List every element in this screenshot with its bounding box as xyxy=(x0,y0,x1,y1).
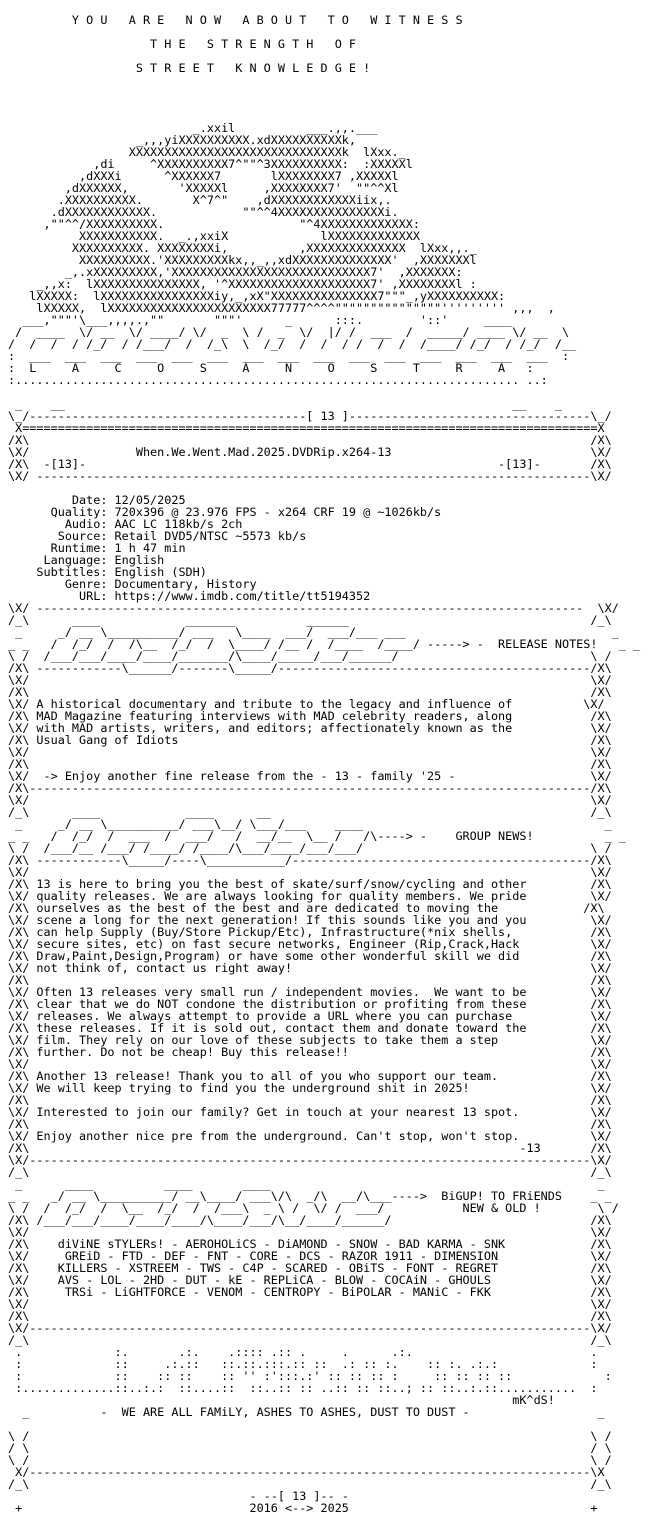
nfo-text: Y O U A R E N O W A B O U T T O W I T N E S S T H E S T R E N G T H O F S T R E E T K N O W L E D G E ! _.xxil ___.,,.___ _,,,yiXXXXXXXXXX.xdXXXXXXXXXXk, XXXXXXXXXXXXXXXXXXXXXXXXXXXXXXk lXxx._ ,di ^XXXXXXXXXX7^""^3XXXXXXXXXX: :XXXXXl ,dXXXi ^XXXXXX7 lXXXXXXXX7 ,XXXXXl ,dXXXXXX, 'XXXXXl ,XXXXXXXX7' ""^^Xl .XXXXXXXXXX. X^7^" ,dXXXXXXXXXXXXiix,. .dXXXXXXXXXXXX. ""^^4XXXXXXXXXXXXXXXi. ,""^^/XXXXXXXXXX. "^4XXXXXXXXXXXXX: XXXXXXXXXXX. _.,xxiX lXXXXXXXXXXXXX XXXXXXXXXX. XXXXXXXXi, ,XXXXXXXXXXXXXX lXxx,,._ XXXXXXXXXX.'XXXXXXXXXkx,,_,,xdXXXXXXXXXXXXXX' ,XXXXXXXl _,.xXXXXXXXXX,'XXXXXXXXXXXXXXXXXXXXXXXXXXXX7' ,XXXXXXX: _,,x: lXXXXXXXXXXXXXXX, '^XXXXXXXXXXXXXXXXXXXX7' ,XXXXXXXXl : lXXXXX: lXXXXXXXXXXXXXXXXiy,_,xX"XXXXXXXXXXXXXXX7"""_,yXXXXXXXXXX: lXXXXX, lXXXXXXXXXXXXXXXXXXXXXXX77777^^^^"""""""""""""""''''''''' ,,, , ___,"""'\___,,,,.,"" """' _ :::. '::' ____ / ____ \/ __ \/ ____/ \/ _ \ / _ \/ |/ / ___ / _____/ ____ \/ __ \ / / / / /_/ / /___/ / /_\ \ /_/ / / / / / / /____/ /_/ / /_/ /__ : ___ ___ ___ ___ ___ ___ ___ ___ ___ ___ ___ ___ ___ ___ ___ : : L A C O S A N O S T R A : :....................................................................... ..: _ __ __ _ \_/---------------------------------------[ 13 ]----------------------------------\_/ X=================================================================================X /X\ /X\ \X/ When.We.Went.Mad.2025.DVDRip.x264-13 \X/ /X\ -[13]- -[13]- /X\ \X/ ------------------------------------------------------------------------------\X/ Date: 12/05/2025 Quality: 720x396 @ 23.976 FPS - x264 CRF 19 @ ~1026kb/s Audio: AAC LC 118kb/s 2ch Source: Retail DVD5/NTSC ~5573 kb/s Runtime: 1 h 47 min Language: English Subtitles: English (SDH) Genre: Documentary, History URL: https://www.imdb.com/title/tt5194352 \X/ ----------------------------------------------------------------------------- \X/ /_\ ____ _______ ______ /_\ _ _/ __ \__________/ ___ \____ ___/ ___/___ ___ _ _ _ / /_/ / /\__ /_/ / \____/ /__ / /____ /____/ -----> - RELEASE NOTES! _ _ \ / /___/___/____/____/_______/\____/_____/___/______/ \ / /X\ ------------\______/-------\_____/--------------------------------------------/X\ \X/ \X/ /X\ /X\ \X/ A historical documentary and tribute to the legacy and influence of \X/ /X\ MAD Magazine featuring interviews with MAD celebrity readers, along /X\ \X/ with MAD artists, writers, and editors; affectionately known as the \X/ /X\ Usual Gang of Idiots /X\ \X/ \X/ /X\ /X\ \X/ -> Enjoy another fine release from the - 13 - family '25 - \X/ /X\-------------------------------------------------------------------------------/X\ \X/ \X/ /_\ ____ ____ __ /_\ _ _/ __ \__________/ ___\__/ \___/___ ____ _ _ _ / /_/ / ___ / ___/ / __/__ \__ / /\----> - GROUP NEWS! _ _ \ / /___/__ /___/ /____/ /____/\___/____/___/___/ \ / /X\ ------------\_____/----\___________/------------------------------------------/X\ \X/ \X/ /X\ 13 is here to bring you the best of skate/surf/snow/cycling and other /X\ \X/ quality releases. We are always looking for quality members. We pride \X/ /X\ ourselves as the best of the best and are dedicated to moving the /X\ \X/ scene a long for the next generation! If this sounds like you and you \X/ /X\ can help Supply (Buy/Store Pickup/Etc), Infrastructure(*nix shells, /X\ \X/ secure sites, etc) on fast secure networks, Engineer (Rip,Crack,Hack \X/ /X\ Draw,Paint,Design,Program) or have some other wonderful skill we did /X\ \X/ not think of, contact us right away! \X/ /X\ /X\ \X/ Often 13 releases very small run / independent movies. We want to be \X/ /X\ clear that we do NOT condone the distribution or profiting from these /X\ \X/ releases. We always attempt to provide a URL where you can purchase \X/ /X\ these releases. If it is sold out, contact them and donate toward the /X\ \X/ film. They rely on our love of these subjects to take them a step \X/ /X\ further. Do not be cheap! Buy this release!! /X\ \X/ \X/ /X\ Another 13 release! Thank you to all of you who support our team. /X\ \X/ We will keep trying to find you the underground shit in 2025! \X/ /X\ /X\ \X/ Interested to join our family? Get in touch at your nearest 13 spot. \X/ /X\ /X\ \X/ Enjoy another nice pre from the underground. Can't stop, won't stop. \X/ /X\ -13 /X\ \X/-------------------------------------------------------------------------------\X/ /_\ /_\ _ ____ ____ ____ _ _ _ _/ __ \__________/ __\____/ ___\/\ _/\ __/\___----> BiGUP! TO FRiENDS _ _ \ / / /_/ / \__ /_/ / /___\ _ \ / \/ / ___/ NEW & OLD ! \ / /X\ /___/___/____/____/____/\____/___/\__/____/______/ /X\ \X/ \X/ /X\ diViNE sTYLERs! - AEROHOLiCS - DiAMOND - SNOW - BAD KARMA - SNK /X\ \X/ GREiD - FTD - DEF - FNT - CORE - DCS - RAZOR 1911 - DIMENSION \X/ /X\ KILLERS - XSTREEM - TWS - C4P - SCARED - OBiTS - FONT - REGRET /X\ \X/ AVS - LOL - 2HD - DUT - kE - REPLiCA - BLOW - COCAiN - GHOULS \X/ /X\ TRSi - LiGHTFORCE - VENOM - CENTROPY - BiPOLAR - MANiC - FKK /X\ \X/ \X/ /X\ /X\ \X/-------------------------------------------------------------------------------\X/ /_\ /_\ . :. .:. .:::: .:: . . .:. . : :: .:.:: ::.::.:::.:: :: .: :: :. :: :. .:.: : : :: :: :: :: '' :':::.:' :: :: :: : :: :: :: :: : :.............::..:.: ::....:: ::..:: :: ..:: :: ::..; :: ::..:.::........... : mK^dS! _ - WE ARE ALL FAMiLY, ASHES TO ASHES, DUST TO DUST - _ \ / \ / / \ / \ \ / \ / X/-------------------------------------------------------------------------------\X /_\ /_\ - --[ 13 ]-- - + 2016 <--> 2025 + xyxy=(8,13,641,1515)
